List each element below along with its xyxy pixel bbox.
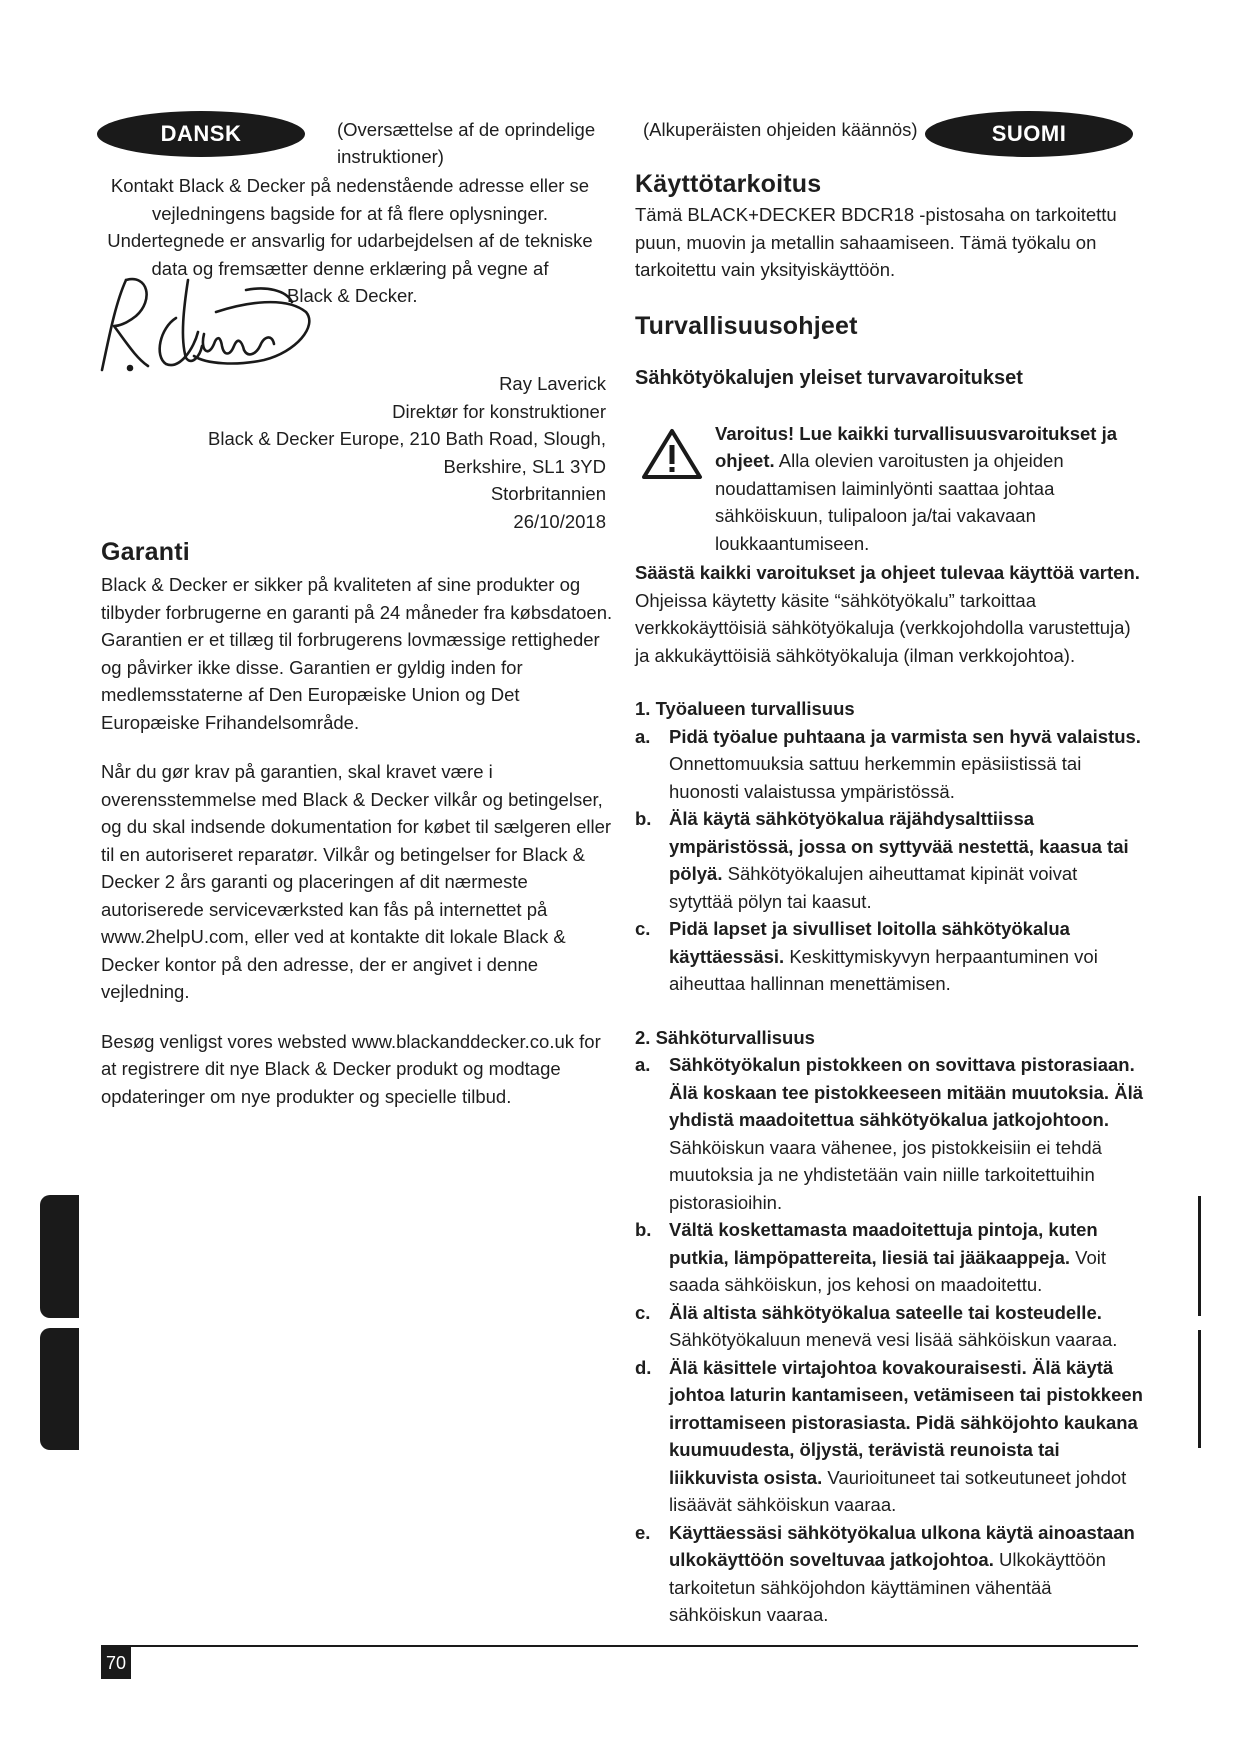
warranty-heading: Garanti: [101, 538, 190, 566]
signature: [96, 272, 316, 382]
side-tab-lower: [40, 1328, 79, 1450]
list-item: b. Vältä koskettamasta maadoitettuja pintoja, kuten putkia, lämpöpattereita, liesiä tai jääkaappeja. Voit saada sähköiskun, jos kehosi on maadoitettu.: [635, 1219, 1106, 1295]
list-item: d. Älä käsittele virtajohtoa kovakouraisesti. Älä käytä johtoa laturin kantamiseen, vetämiseen tai pistokkeen irrottamiseen pistorasiasta. Pidä sähköjohto kaukana kuumuudesta, öljystä, terävistä reunoista tai liikkuvista osista. Vaurioituneet tai sotkeutuneet johdot lisäävät sähköiskun vaaraa.: [635, 1356, 1143, 1515]
contact-line: Kontakt Black & Decker på nedenstående adresse eller se: [110, 175, 590, 196]
translation-note-dansk: (Oversættelse af de oprindelige instruktioner): [337, 119, 596, 167]
safety-heading: Turvallisuusohjeet: [635, 311, 858, 340]
list-item: a. Sähkötyökalun pistokkeen on sovittava pistorasiaan. Älä koskaan tee pistokkeeseen mitään muutoksia. Älä yhdistä maadoitettua sähkötyökalua jatkojohtoon. Sähköiskun vaara vähenee, jos pistokkeisiin ei tehdä muutoksia ja ne yhdistetään vain niille tarkoitettuihin pistorasioihin.: [635, 1054, 1143, 1213]
lang-label-suomi: SUOMI: [991, 121, 1067, 146]
section-2-title: 2. Sähköturvallisuus: [635, 1026, 815, 1048]
address-country: Storbritannien: [490, 483, 606, 504]
signer-name: Ray Laverick: [499, 373, 606, 394]
edge-mark-lower: [1198, 1330, 1201, 1448]
declaration-date: 26/10/2018: [513, 510, 606, 532]
general-warnings-heading: Sähkötyökalujen yleiset turvavaroitukset: [635, 366, 1023, 389]
signer-title: Direktør for konstruktioner: [392, 400, 606, 422]
page-number-box: [101, 1647, 131, 1679]
lang-pill-dansk: [97, 111, 305, 157]
signer-block: [150, 370, 606, 535]
contact-line-company: Black & Decker.: [287, 285, 418, 306]
warning-block: [635, 420, 1145, 558]
intended-use-text: Tämä BLACK+DECKER BDCR18 -pistosaha on tarkoitettu puun, muovin ja metallin sahaamiseen. Tämä työkalu on tarkoitettu vain yksityiskäyttöön.: [635, 204, 1117, 280]
lang-label-dansk: DANSK: [160, 121, 242, 146]
side-tab-upper: [40, 1195, 79, 1318]
address-line-1: Black & Decker Europe, 210 Bath Road, Slough,: [208, 428, 606, 449]
contact-line: Undertegnede er ansvarlig for udarbejdelsen af de tekniske: [107, 230, 593, 251]
page-number: 70: [105, 1652, 127, 1673]
translation-note-suomi: (Alkuperäisten ohjeiden käännös): [643, 119, 918, 140]
section-1-list: [635, 723, 1145, 998]
warranty-paragraph-2: Når du gør krav på garantien, skal kravet være i overensstemmelse med Black & Decker vilkår og betingelser, og du skal indsende dokumentation for købet til sælgeren eller til en autoriseret reparatør. Vilkår og betingelser for Black & Decker 2 års garanti og placeringen af dit nærmeste autoriserede serviceværksted kan fås på internettet på www.2helpU.com, eller ved at kontakte dit lokale Black & Decker kontor på den adresse, der er angivet i denne vejledning.: [101, 761, 612, 1002]
warranty-paragraph-3: Besøg venligst vores websted www.blackanddecker.co.uk for at registrere dit nye Black & Decker produkt og modtage opdateringer om nye produkter og specielle tilbud.: [101, 1030, 601, 1107]
list-item: c. Pidä lapset ja sivulliset loitolla sähkötyökalua käyttäessäsi. Keskittymiskyvyn herpaantuminen voi aiheuttaa hallinnan menettämisen.: [635, 918, 1098, 994]
list-item: b. Älä käytä sähkötyökalua räjähdysalttiissa ympäristössä, jossa on syttyvää nestettä, kaasua tai pölyä. Sähkötyökalujen aiheuttamat kipinät voivat sytyttää pölyn tai kaasut.: [635, 808, 1129, 912]
lang-pill-suomi: [925, 111, 1133, 157]
contact-line: vejledningens bagside for at få flere oplysninger.: [152, 202, 548, 224]
warranty-section: [101, 538, 613, 1110]
warning-text: Alla olevien varoitusten ja ohjeiden noudattamisen laiminlyönti saattaa johtaa sähköiskuun, tulipaloon ja/tai vakavaan loukkaantumiseen.: [715, 450, 1064, 554]
warning-triangle-icon: [641, 428, 703, 480]
save-instructions: Säästä kaikki varoitukset ja ohjeet tulevaa käyttöä varten.: [635, 562, 1140, 583]
section-1-title: 1. Työalueen turvallisuus: [635, 698, 855, 719]
finnish-content: [635, 170, 1145, 1629]
contact-line: data og fremsætter denne erklæring på vegne af: [151, 257, 549, 279]
list-item: a. Pidä työalue puhtaana ja varmista sen hyvä valaistus. Onnettomuuksia sattuu herkemmin epäsiistissä tai huonosti valaistussa ympäristössä.: [635, 725, 1141, 802]
address-line-2: Berkshire, SL1 3YD: [443, 455, 606, 477]
warning-bold: Varoitus! Lue kaikki turvallisuusvaroitukset ja ohjeet.: [715, 422, 1118, 471]
footer-rule: [101, 1645, 1138, 1647]
term-text: Ohjeissa käytetty käsite “sähkötyökalu” tarkoittaa verkkokäyttöisiä sähkötyökaluja (verkkojohdolla varustettuja) ja akkukäyttöisiä sähkötyökaluja (ilman verkkojohtoa).: [635, 589, 1131, 666]
list-item: c. Älä altista sähkötyökalua sateelle tai kosteudelle. Sähkötyökaluun menevä vesi lisää sähköiskun vaaraa.: [635, 1301, 1118, 1350]
intended-use-heading: Käyttötarkoitus: [635, 170, 822, 198]
warranty-paragraph-1: Black & Decker er sikker på kvaliteten af sine produkter og tilbyder forbrugerne en garanti på 24 måneder fra købsdatoen. Garantien er et tillæg til forbrugerens lovmæssige rettigheder og påvirker ikke disse. Garantien er gyldig inden for medlemsstaterne af Den Europæiske Union og Det Europæiske Frihandelsområde.: [101, 574, 613, 733]
edge-mark-upper: [1198, 1196, 1201, 1316]
section-2-list: [635, 1051, 1145, 1629]
contact-block: [100, 172, 600, 282]
list-item: e. Käyttäessäsi sähkötyökalua ulkona käytä ainoastaan ulkokäyttöön soveltuvaa jatkojohtoa. Ulkokäyttöön tarkoitetun sähköjohdon käyttäminen vähentää sähköiskun vaaraa.: [635, 1521, 1135, 1625]
